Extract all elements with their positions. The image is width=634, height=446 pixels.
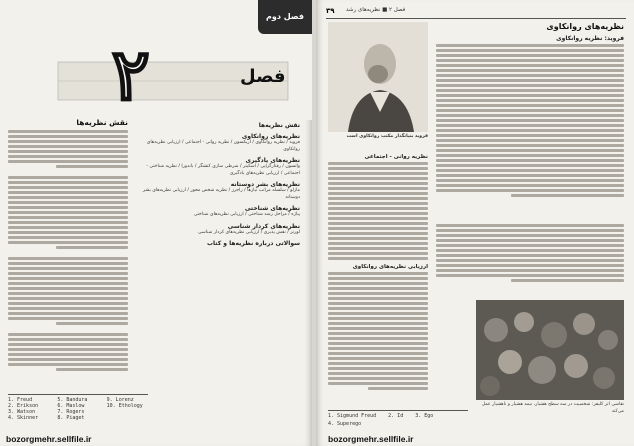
ref-item: 7. Rogers (57, 409, 85, 415)
ref-item: 1. Sigmund Freud (328, 413, 377, 419)
freud-photo (328, 22, 428, 132)
ref-item: 1. Freud (8, 397, 33, 403)
chapter-word: فصل (240, 66, 286, 87)
toc-heading: نظریه‌های روانکاوی (241, 133, 300, 140)
footer-url-left: bozorgmehr.sellfile.ir (6, 434, 92, 444)
toc-heading: نقش نظریه‌ها (258, 122, 300, 129)
toc-section (140, 205, 300, 219)
freud-photo-caption: فروید بنیانگذار مکتب روانکاوی است (346, 134, 428, 139)
mid-right-column (436, 222, 624, 284)
running-head-text: فصل ۲ ■ نظریه‌های رشد (346, 7, 406, 13)
side-heading: نظریه روانی - اجتماعی (364, 154, 428, 160)
ref-item: 4. Superego (328, 421, 362, 427)
intro-title: نقش نظریه‌ها (76, 118, 128, 127)
crowd-painting (476, 300, 624, 400)
page-number: ۳۹ (326, 7, 335, 15)
ref-item: 6. Maslow (57, 403, 85, 409)
toc-heading: سوالاتی درباره نظریه‌ها و کتاب (207, 240, 300, 247)
toc-column (140, 118, 300, 247)
toc-heading: نظریه‌های یادگیری (245, 157, 300, 164)
right-column (436, 22, 624, 199)
toc-item: مازلو / سلسله مراتب نیازها / راجرز / نظریه شخص محور / ارزیابی نظریه‌های بشر دوستانه (142, 188, 300, 200)
ref-column (107, 397, 148, 421)
ref-item: 3. Ego (415, 413, 434, 419)
subsection-title: فروید: نظریه روانکاوی (556, 35, 624, 42)
ref-item: 4. Skinner (8, 415, 39, 421)
ref-item: 2. Erikson (8, 403, 39, 409)
ref-item: 8. Piaget (57, 415, 85, 421)
ref-item: 3. Watson (8, 409, 36, 415)
toc-heading: نظریه‌های بشر دوستانه (230, 181, 300, 188)
toc-section (140, 133, 300, 153)
left-page (0, 0, 312, 446)
toc-item: پیاژه / مراحل رشد شناختی / ارزیابی نظریه‌های شناختی (193, 212, 300, 217)
right-page (316, 0, 634, 446)
section-title: نظریه‌های روانکاوی (546, 22, 624, 31)
portrait-illustration (328, 22, 428, 132)
body-text (436, 44, 624, 197)
toc-section (140, 122, 300, 129)
ref-item: 9. Lorenz (106, 397, 134, 403)
ref-column (8, 397, 49, 421)
ref-item: 2. Id (388, 413, 404, 419)
running-head (326, 6, 626, 19)
toc-heading: نظریه‌های کردار شناسی (227, 222, 300, 230)
toc-heading: نظریه‌های شناختی (244, 205, 300, 212)
crowd-painting-caption: نقاشی اثر کلیفر: شخصیت در سه سطح هشیار، نیمه هشیار و ناهشیار عمل می‌کند (481, 402, 624, 414)
toc-item: فروید / نظریه روانکاوی / اریکسون / نظریه روانی - اجتماعی / ارزیابی نظریه‌های روانکاوی (146, 140, 300, 152)
footer-url-right: bozorgmehr.sellfile.ir (328, 434, 414, 444)
toc-section (140, 240, 300, 247)
ref-item: 10. Ethology (106, 403, 143, 409)
crowd-illustration (476, 300, 624, 400)
intro-text (8, 130, 128, 371)
ref-column (57, 397, 98, 421)
chapter-number: ۲ (112, 33, 150, 116)
references-block-right (328, 410, 468, 427)
toc-item: لورنز / نقش پذیری / ارزیابی نظریه‌های کردار شناسی (198, 229, 300, 235)
references-block (8, 394, 148, 421)
toc-item: واتسون / رفتارگرایی / اسکینر / شرطی سازی کنشگر / باندورا / نظریه شناختی - اجتماعی / ارزیابی نظریه‌های یادگیری (146, 164, 300, 176)
toc-section (140, 181, 300, 201)
side-heading: ارزیابی نظریه‌های روانکاوی (352, 264, 428, 270)
toc-section (140, 157, 300, 177)
mid-left-column (328, 150, 428, 392)
chapter-badge (258, 0, 312, 34)
intro-column (8, 118, 128, 373)
toc-section (140, 223, 300, 237)
ref-item: 5. Bandura (57, 397, 88, 403)
chapter-badge-text: فصل دوم (266, 12, 304, 21)
